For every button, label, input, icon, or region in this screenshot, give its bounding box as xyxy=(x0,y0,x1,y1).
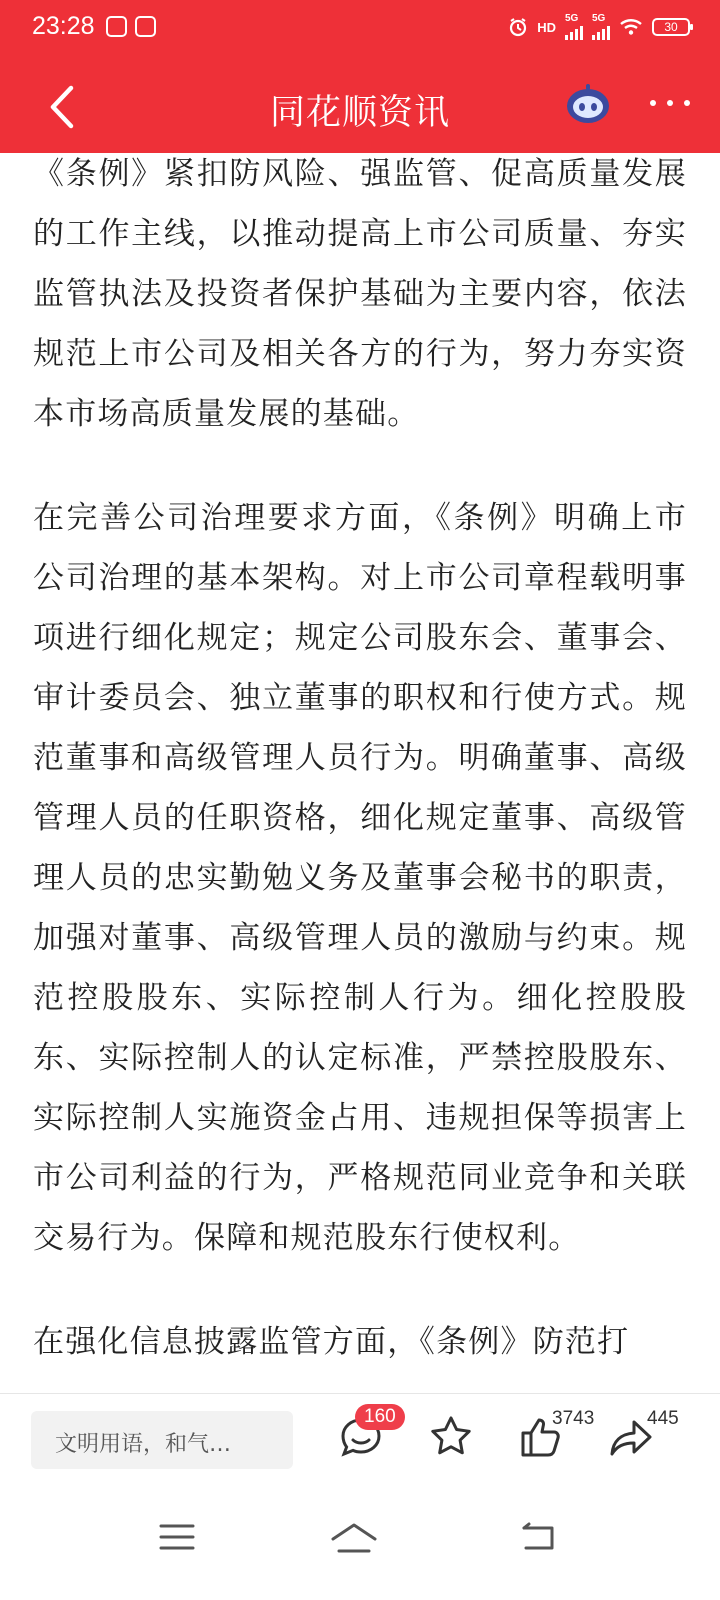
app-notification-icon xyxy=(135,16,156,37)
signal-1: 5G xyxy=(565,14,583,40)
more-options-icon[interactable] xyxy=(650,96,690,110)
douyin-notification-icon xyxy=(106,16,127,37)
back-nav-icon[interactable] xyxy=(518,1522,558,1554)
home-icon[interactable] xyxy=(330,1522,378,1554)
share-count: 445 xyxy=(647,1408,679,1429)
article-paragraph: 《条例》紧扣防风险、强监管、促高质量发展的工作主线，以推动提高上市公司质量、夯实监管执法及投资者保护基础为主要内容，依法规范上市公司及相关各方的行为，努力夯实资本市场高质量发展的基础。 xyxy=(33,156,687,432)
app-header xyxy=(0,0,720,153)
system-navigation-bar xyxy=(0,1484,720,1600)
like-count: 3743 xyxy=(552,1408,595,1429)
action-bar xyxy=(0,1393,720,1484)
comment-input[interactable] xyxy=(31,1411,293,1469)
favorite-star-icon[interactable] xyxy=(428,1414,474,1460)
menu-lines-icon[interactable] xyxy=(158,1522,196,1552)
battery-icon: 30 xyxy=(652,18,690,36)
page-title: 同花顺资讯 xyxy=(269,93,450,133)
wifi-icon xyxy=(619,18,643,36)
signal-bars-icon xyxy=(565,24,583,40)
hd-indicator: HD xyxy=(537,19,556,35)
comment-count-badge: 160 xyxy=(355,1404,405,1430)
ai-assistant-robot-icon[interactable] xyxy=(564,82,612,126)
status-bar xyxy=(0,0,720,58)
signal-bars-icon xyxy=(592,24,610,40)
article-paragraph: 在强化信息披露监管方面，《条例》防范打 xyxy=(33,1324,630,1360)
article-paragraph: 在完善公司治理要求方面，《条例》明确上市公司治理的基本架构。对上市公司章程载明事项进行细化规定；规定公司股东会、董事会、审计委员会、独立董事的职权和行使方式。规范董事和高级管理人员行为。明确董事、高级管理人员的任职资格，细化规定董事、高级管理人员的忠实勤勉义务及董事会秘书的职责，加强对董事、高级管理人员的激励与约束。规范控股股东、实际控制人行为。细化控股股东、实际控制人的认定标准，严禁控股股东、实际控制人实施资金占用、违规担保等损害上市公司利益的行为，严格规范同业竞争和关联交易行为。保障和规范股东行使权利。 xyxy=(33,500,687,1256)
article-content xyxy=(0,153,720,1393)
signal-2: 5G xyxy=(592,14,610,40)
status-time: 23:28 xyxy=(32,12,95,40)
status-indicators xyxy=(508,14,690,40)
notification-icons xyxy=(106,16,156,37)
comment-placeholder: 文明用语，和气… xyxy=(55,1432,232,1457)
alarm-icon xyxy=(508,17,528,37)
